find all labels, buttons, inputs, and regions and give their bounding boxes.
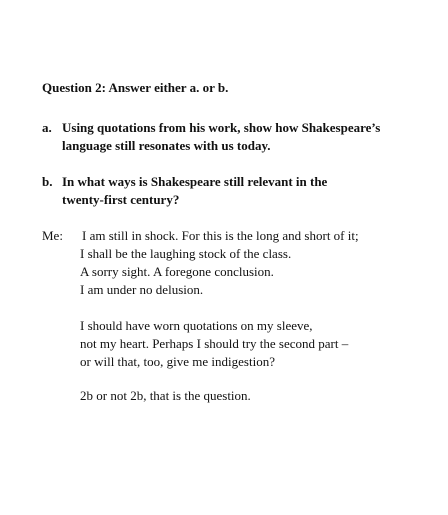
stanza-3 — [80, 387, 420, 405]
poem-line: A sorry sight. A foregone conclusion. — [80, 264, 274, 279]
poem-line: or will that, too, give me indigestion? — [80, 354, 275, 369]
poem-line: I should have worn quotations on my sleeve, — [80, 318, 313, 333]
option-b-line-1: In what ways is Shakespeare still relevant in the — [62, 174, 328, 189]
stanza-1 — [80, 227, 420, 299]
option-a-line-2: language still resonates with us today. — [62, 138, 271, 153]
question-heading: Question 2: Answer either a. or b. — [42, 80, 229, 95]
option-marker-b: b. — [42, 174, 53, 189]
option-marker-a: a. — [42, 120, 52, 135]
poem-line: I am under no delusion. — [80, 282, 204, 297]
stanza-2 — [80, 317, 420, 371]
poem-line: I shall be the laughing stock of the class. — [80, 246, 292, 261]
poem-line: not my heart. Perhaps I should try the second part – — [80, 336, 349, 351]
poem-line: I am still in shock. For this is the long and short of it; — [82, 228, 359, 243]
option-b-line-2: twenty-first century? — [62, 192, 180, 207]
poem-line: 2b or not 2b, that is the question. — [80, 388, 251, 403]
option-text-a — [62, 119, 392, 155]
option-a-line-1: Using quotations from his work, show how Shakespeare’s — [62, 120, 381, 135]
speaker-label: Me: — [42, 228, 63, 243]
option-text-b — [62, 173, 392, 209]
